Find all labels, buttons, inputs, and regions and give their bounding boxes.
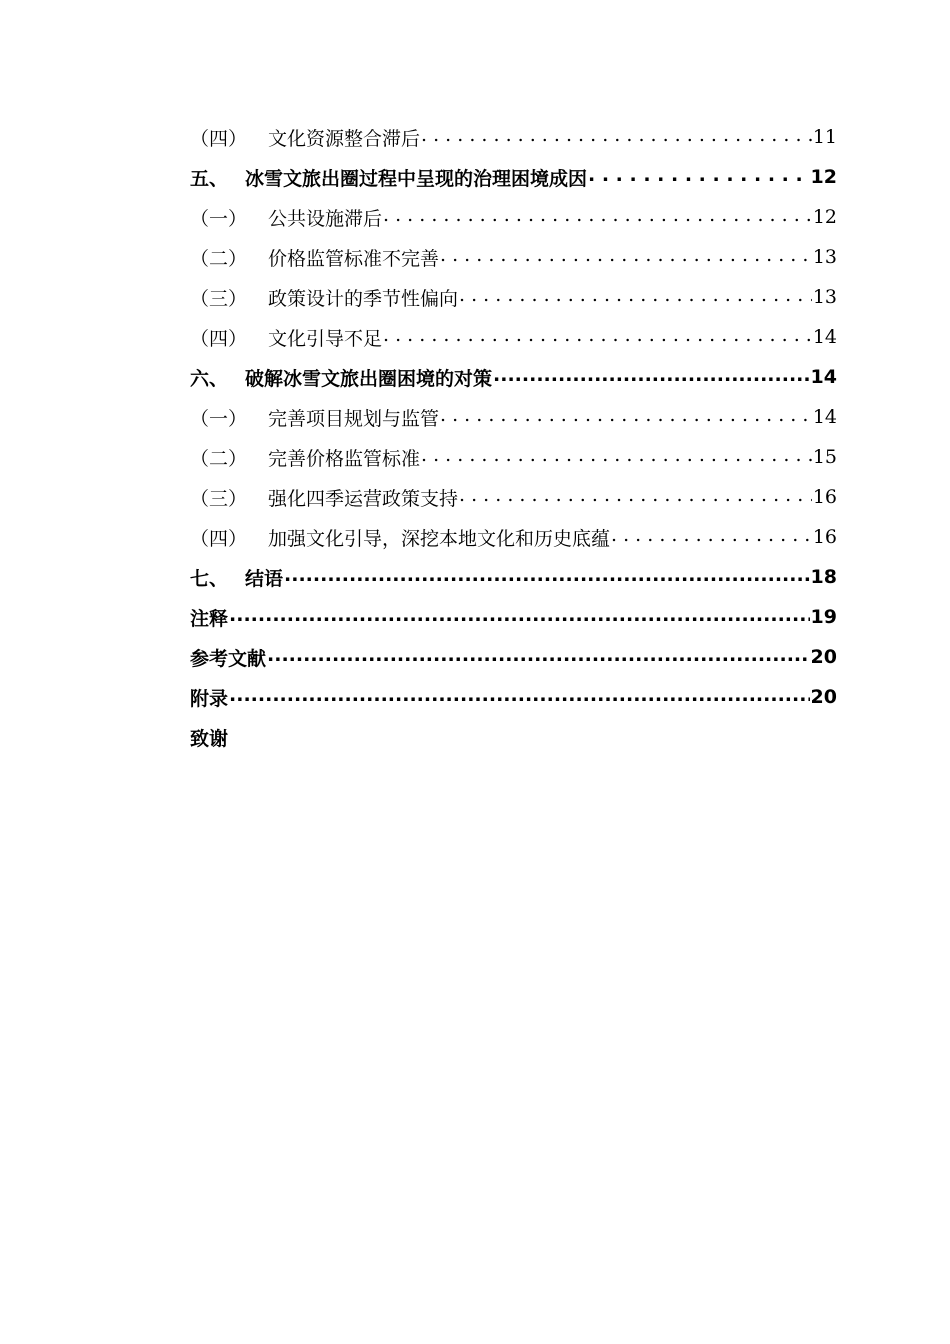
toc-entry-page: 13: [812, 246, 837, 268]
toc-entry-title: 加强文化引导，深挖本地文化和历史底蕴: [268, 527, 611, 550]
toc-entry-page: 11: [812, 126, 837, 148]
toc-entry-page: 12: [812, 206, 837, 228]
toc-dot-leader: [459, 488, 812, 507]
toc-dot-leader: [611, 528, 812, 547]
toc-entry-title: 注释: [190, 607, 229, 630]
toc-entry-page: 14: [812, 406, 837, 428]
toc-entry-title: 致谢: [190, 727, 229, 750]
toc-entry-title: 参考文献: [190, 647, 267, 670]
toc-entry-title: 完善价格监管标准: [268, 447, 421, 470]
toc-dot-leader: [229, 608, 810, 627]
toc-entry[interactable]: [190, 517, 837, 557]
toc-entry-page: 14: [810, 366, 837, 388]
toc-entry-title: 政策设计的季节性偏向: [268, 287, 459, 310]
toc-entry-number: （二）: [190, 247, 248, 270]
toc-entry-title: 文化引导不足: [268, 327, 383, 350]
toc-entry-number: 五、: [190, 167, 229, 190]
toc-entry[interactable]: [190, 157, 837, 197]
toc-entry-title: 价格监管标准不完善: [268, 247, 440, 270]
toc-entry[interactable]: [190, 397, 837, 437]
toc-entry-page: 18: [810, 566, 837, 588]
toc-entry-page: 19: [810, 606, 837, 628]
toc-dot-leader: [284, 568, 810, 587]
toc-entry[interactable]: [190, 357, 837, 397]
toc-entry[interactable]: [190, 597, 837, 637]
toc-entry-number: （一）: [190, 407, 248, 430]
toc-entry[interactable]: [190, 637, 837, 677]
toc-entry-number: （三）: [190, 287, 248, 310]
toc-entry-title: 完善项目规划与监管: [268, 407, 440, 430]
toc-entry-number: 六、: [190, 367, 229, 390]
toc-dot-leader: [383, 328, 812, 347]
toc-entry[interactable]: [190, 677, 837, 717]
toc-entry-title: 强化四季运营政策支持: [268, 487, 459, 510]
toc-entry-title: 附录: [190, 687, 229, 710]
toc-entry[interactable]: [190, 317, 837, 357]
toc-entry-page: 20: [810, 646, 837, 668]
toc-entry-title: 冰雪文旅出圈过程中呈现的治理困境成因: [245, 167, 588, 190]
toc-dot-leader: [267, 648, 810, 667]
toc-entry-title: 结语: [245, 567, 284, 590]
toc-entry-title: 破解冰雪文旅出圈困境的对策: [245, 367, 493, 390]
toc-entry[interactable]: [190, 717, 837, 757]
toc-entry-number: （二）: [190, 447, 248, 470]
toc-entry-number: （四）: [190, 527, 248, 550]
toc-entry-number: 七、: [190, 567, 229, 590]
toc-entry-page: 15: [812, 446, 837, 468]
toc-entry-number: （四）: [190, 127, 248, 150]
toc-entry-title: 公共设施滞后: [268, 207, 383, 230]
toc-dot-leader: [588, 168, 810, 187]
toc-dot-leader: [440, 408, 812, 427]
toc-entry[interactable]: [190, 197, 837, 237]
toc-entry[interactable]: [190, 477, 837, 517]
toc-entry[interactable]: [190, 117, 837, 157]
toc-dot-leader: [383, 208, 812, 227]
toc-dot-leader: [421, 128, 812, 147]
toc-dot-leader: [421, 448, 812, 467]
toc-entry-page: 20: [810, 686, 837, 708]
toc-dot-leader: [493, 368, 810, 387]
toc-entry-number: （四）: [190, 327, 248, 350]
toc-entry[interactable]: [190, 277, 837, 317]
toc-dot-leader: [459, 288, 812, 307]
toc-entry-page: 13: [812, 286, 837, 308]
toc-entry-page: 16: [812, 486, 837, 508]
toc-dot-leader: [440, 248, 812, 267]
toc-entry-number: （一）: [190, 207, 248, 230]
toc-entry-page: 12: [810, 166, 837, 188]
toc-entry[interactable]: [190, 237, 837, 277]
toc-entry[interactable]: [190, 437, 837, 477]
toc-dot-leader: [229, 688, 810, 707]
toc-entry[interactable]: [190, 557, 837, 597]
toc-entry-page: 14: [812, 326, 837, 348]
toc-entry-title: 文化资源整合滞后: [268, 127, 421, 150]
toc-entry-number: （三）: [190, 487, 248, 510]
table-of-contents: [190, 117, 837, 757]
toc-entry-page: 16: [812, 526, 837, 548]
